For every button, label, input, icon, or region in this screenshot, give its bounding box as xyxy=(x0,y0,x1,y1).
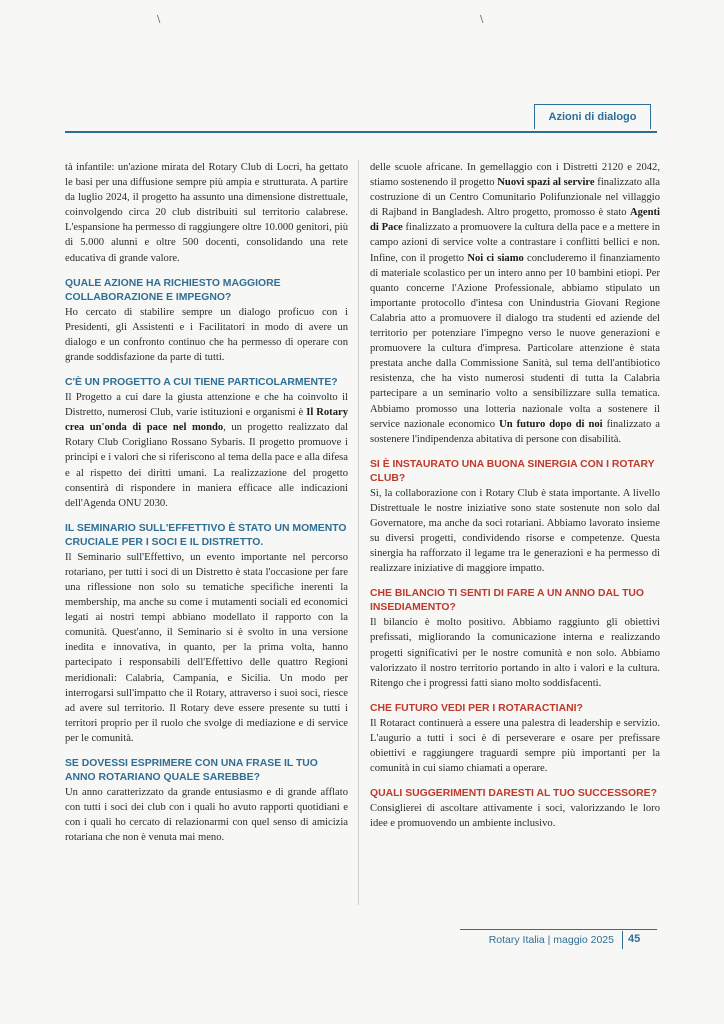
scan-mark: \ xyxy=(480,14,484,25)
header-rule xyxy=(65,131,657,133)
answer-paragraph: Il bilancio è molto positivo. Abbiamo raggiunto gli obiettivi prefissati, migliorando la comunicazione interna e realizzando progetti significativi per le nostre comunità e non solo. Abbiamo valorizzato il nostro territorio portando in alto i valori e la cultura. Ritengo che i progressi fatti siano molto soddisfacenti. xyxy=(370,617,660,689)
left-column xyxy=(65,160,348,845)
question-heading: QUALI SUGGERIMENTI DARESTI AL TUO SUCCESSORE? xyxy=(370,788,657,800)
column-divider xyxy=(358,160,359,905)
intro-paragraph: tà infantile: un'azione mirata del Rotary Club di Locri, ha gettato le basi per una diffusione sempre più ampia e strutturata. A partire da luglio 2024, il progetto ha assunto una dimensione distrettuale, coinvolgendo circa 20 club distribuiti sul territorio calabrese. L'espansione ha permesso di raggiungere oltre 10.000 genitori, più di 5.000 alunni e oltre 500 docenti, consolidando una rete educativa di grande valore. xyxy=(65,162,348,264)
question-heading: SE DOVESSI ESPRIMERE CON UNA FRASE IL TUO ANNO ROTARIANO QUALE SAREBBE? xyxy=(65,758,318,783)
answer-paragraph: Consiglierei di ascoltare attivamente i soci, valorizzando le loro idee e promuovendo un ambiente inclusivo. xyxy=(370,803,660,830)
answer-paragraph: Un anno caratterizzato da grande entusiasmo e di grande afflato con tutti i soci dei club con i quali ho avuto rapporti quotidiani e con i quali ho cercato di relazionarmi con quel senso di amicizia rotariana che non è venuta mai meno. xyxy=(65,787,348,844)
footer-publication: Rotary Italia | maggio 2025 xyxy=(488,934,614,946)
project-name: Nuovi spazi al servire xyxy=(497,177,595,189)
intro-paragraph: delle scuole africane. In gemellaggio con i Distretti 2120 e 2042, stiamo sostenendo il progetto Nuovi spazi al servire finalizzato alla costruzione di un Centro Comunitario Polifunzionale nel villaggio di Rajband in Bangladesh. Altro progetto, promosso è stato Agenti di Pace finalizzato a promuovere la cultura della pace e a mettere in campo azioni di service volte a contrastare i conflitti bellici e non. Infine, con il progetto Noi ci siamo concluderemo il finanziamento di materiale scolastico per un intero anno per 10 bambini etiopi. Per quanto concerne l'Azione Professionale, abbiamo stipulato un importante protocollo d'intesa con Unindustria Giovani Regione Calabria atto a promuovere il dialogo tra studenti ed aziende del territorio per potenziare l'impegno verso le nuove generazioni e promuovere la cultura d'impresa. Particolare attenzione è stata prestata anche dalla Commissione Sanità, sul tema dell'antibiotico resistenza, che ha visto numerosi studenti di tutta la Calabria partecipare a un seminario volto a sensibilizzare sulla tematica. Abbiamo promosso una lotteria nazionale volta a sostenere il service nazionale economico Un futuro dopo di noi finalizzato a sostenere l'indipendenza abitativa di persone con disabilità. xyxy=(370,162,660,445)
answer-paragraph: Il Seminario sull'Effettivo, un evento importante nel percorso rotariano, per tutti i soci di un Distretto è stata l'occasione per fare una riflessione non solo su tematiche specifiche inerenti la membership, ma anche su come i mutamenti sociali ed economici legati ai nostri tempi abbiano modellato il rapporto con la comunità. Quest'anno, il Seminario si è svolto in una versione inedita e innovativa, in quanto, per la prima volta, hanno partecipato i responsabili dell'Effettivo delle quattro Regioni meridionali: Calabria, Campania, e Sicilia. Un modo per interrogarsi sull'impatto che il Rotary, attraverso i suoi soci, riesce ad avere sul territorio. Il Rotary deve essere presente su tutti i territori proprio per il ruolo che svolge di mediazione e di service per le comunità. xyxy=(65,551,348,744)
project-name: Agenti di Pace xyxy=(370,207,660,234)
project-name: Un futuro dopo di noi xyxy=(499,418,603,430)
right-column xyxy=(370,160,660,831)
question-heading: CHE BILANCIO TI SENTI DI FARE A UN ANNO DAL TUO INSEDIAMENTO? xyxy=(370,588,645,614)
question-heading: C'È UN PROGETTO A CUI TIENE PARTICOLARMENTE? xyxy=(65,377,338,389)
question-heading: CHE FUTURO VEDI PER I ROTARACTIANI? xyxy=(370,702,583,714)
question-heading: QUALE AZIONE HA RICHIESTO MAGGIORE COLLABORAZIONE E IMPEGNO? xyxy=(65,277,281,303)
section-tab: Azioni di dialogo xyxy=(534,104,651,129)
answer-paragraph: Ho cercato di stabilire sempre un dialogo proficuo con i Presidenti, gli Assistenti e i Facilitatori in modo di avere un dialogo e un confronto continuo che ha permesso di operare con grande soddisfazione da parte di tutti. xyxy=(65,306,348,363)
answer-paragraph: Sì, la collaborazione con i Rotary Club è stata importante. A livello Distrettuale le nostre iniziative sono state sostenute non solo dal Governatore, ma anche da soci rotariani. Abbiamo lavorato insieme su diversi progetti, condividendo risorse e competenze. Questa sinergia ha rafforzato il legame tra le generazioni e ha permesso di realizzare iniziative di maggiore impatto. xyxy=(370,487,660,575)
scan-mark: \ xyxy=(157,14,161,25)
answer-paragraph: Il Progetto a cui dare la giusta attenzione e che ha coinvolto il Distretto, numerosi Club, varie istituzioni e organismi è Il Rotary crea un'onda di pace nel mondo, un progetto realizzato dal Rotary Club Corigliano Rossano Sybaris. Il progetto promuove i principi e i valori che si riferiscono al tema della pace e alla difesa e al rispetto dei diritti umani. La realizzazione del progetto consentirà di rispondere in maniera efficace alle indicazioni dell'Agenda ONU 2030. xyxy=(65,392,348,509)
question-heading: IL SEMINARIO SULL'EFFETTIVO È STATO UN MOMENTO CRUCIALE PER I SOCI E IL DISTRETTO. xyxy=(65,522,347,548)
footer-rule xyxy=(460,929,657,930)
project-name: Il Rotary crea un'onda di pace nel mondo xyxy=(65,407,348,434)
footer-separator xyxy=(622,931,623,949)
page-number: 45 xyxy=(628,933,641,945)
question-heading: SI È INSTAURATO UNA BUONA SINERGIA CON I ROTARY CLUB? xyxy=(370,458,655,484)
answer-paragraph: Il Rotaract continuerà a essere una palestra di leadership e servizio. L'augurio a tutti i soci è di perseverare e osare per prefissare obiettivi e raggiungere traguardi sempre più importanti per la comunità in cui siamo chiamati a operare. xyxy=(370,717,660,775)
project-name: Noi ci siamo xyxy=(467,252,524,264)
